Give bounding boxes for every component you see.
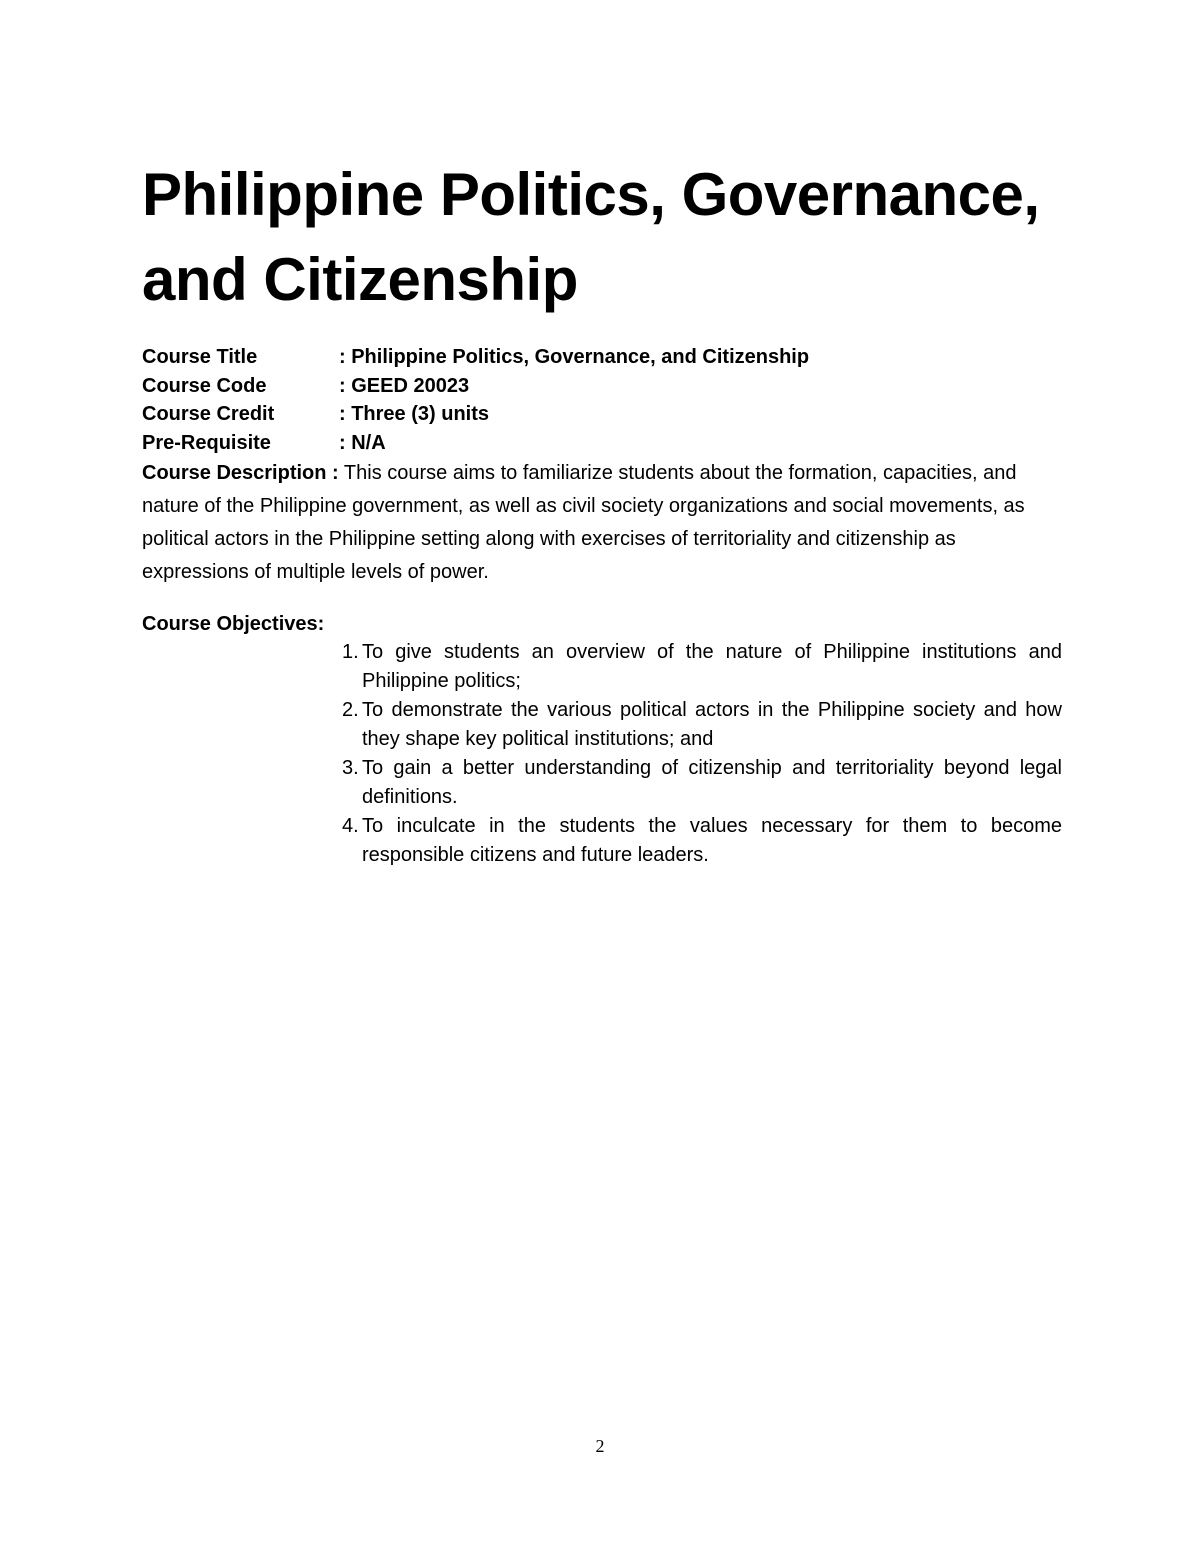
objective-item (342, 812, 1062, 870)
objective-item (342, 696, 1062, 754)
objective-item (342, 754, 1062, 812)
meta-label: Course Credit (142, 403, 275, 425)
objective-number: 2. (342, 699, 359, 721)
course-description-label: Course Description : (142, 462, 339, 484)
meta-label: Course Title (142, 346, 258, 368)
objective-text: To inculcate in the students the values necessary for them to become responsible citizens and future leaders. (362, 815, 1062, 866)
meta-value: : Philippine Politics, Governance, and Citizenship (339, 346, 810, 368)
objective-number: 4. (342, 815, 359, 837)
meta-label: Pre-Requisite (142, 432, 271, 454)
meta-label: Course Code (142, 375, 267, 397)
meta-value: : GEED 20023 (339, 375, 470, 397)
objective-number: 3. (342, 757, 359, 779)
document-title: Philippine Politics, Governance, and Citizenship (142, 161, 1040, 313)
objective-number: 1. (342, 641, 359, 663)
meta-row-pre-requisite (142, 429, 1102, 458)
objective-item (342, 638, 1062, 696)
course-description-text: This course aims to familiarize students about the formation, capacities, and nature of the Philippine government, as well as civil society organizations and social movements, as political actors in the Philippine setting along with exercises of territoriality and citizenship as expressions of multiple levels of power. (142, 462, 1025, 583)
objective-text: To gain a better understanding of citizenship and territoriality beyond legal definitions. (362, 757, 1062, 808)
objective-text: To give students an overview of the nature of Philippine institutions and Philippine politics; (362, 641, 1062, 692)
course-objectives-label: Course Objectives: (142, 613, 325, 635)
page-number: 2 (595, 1436, 605, 1456)
objective-text: To demonstrate the various political actors in the Philippine society and how they shape key political institutions; and (362, 699, 1062, 750)
meta-value: : N/A (339, 432, 386, 454)
course-objectives-list (342, 638, 1062, 870)
meta-row-course-code (142, 372, 1102, 401)
meta-row-course-title (142, 343, 1102, 372)
course-description (142, 457, 1067, 589)
meta-value: : Three (3) units (339, 403, 490, 425)
meta-row-course-credit (142, 400, 1102, 429)
